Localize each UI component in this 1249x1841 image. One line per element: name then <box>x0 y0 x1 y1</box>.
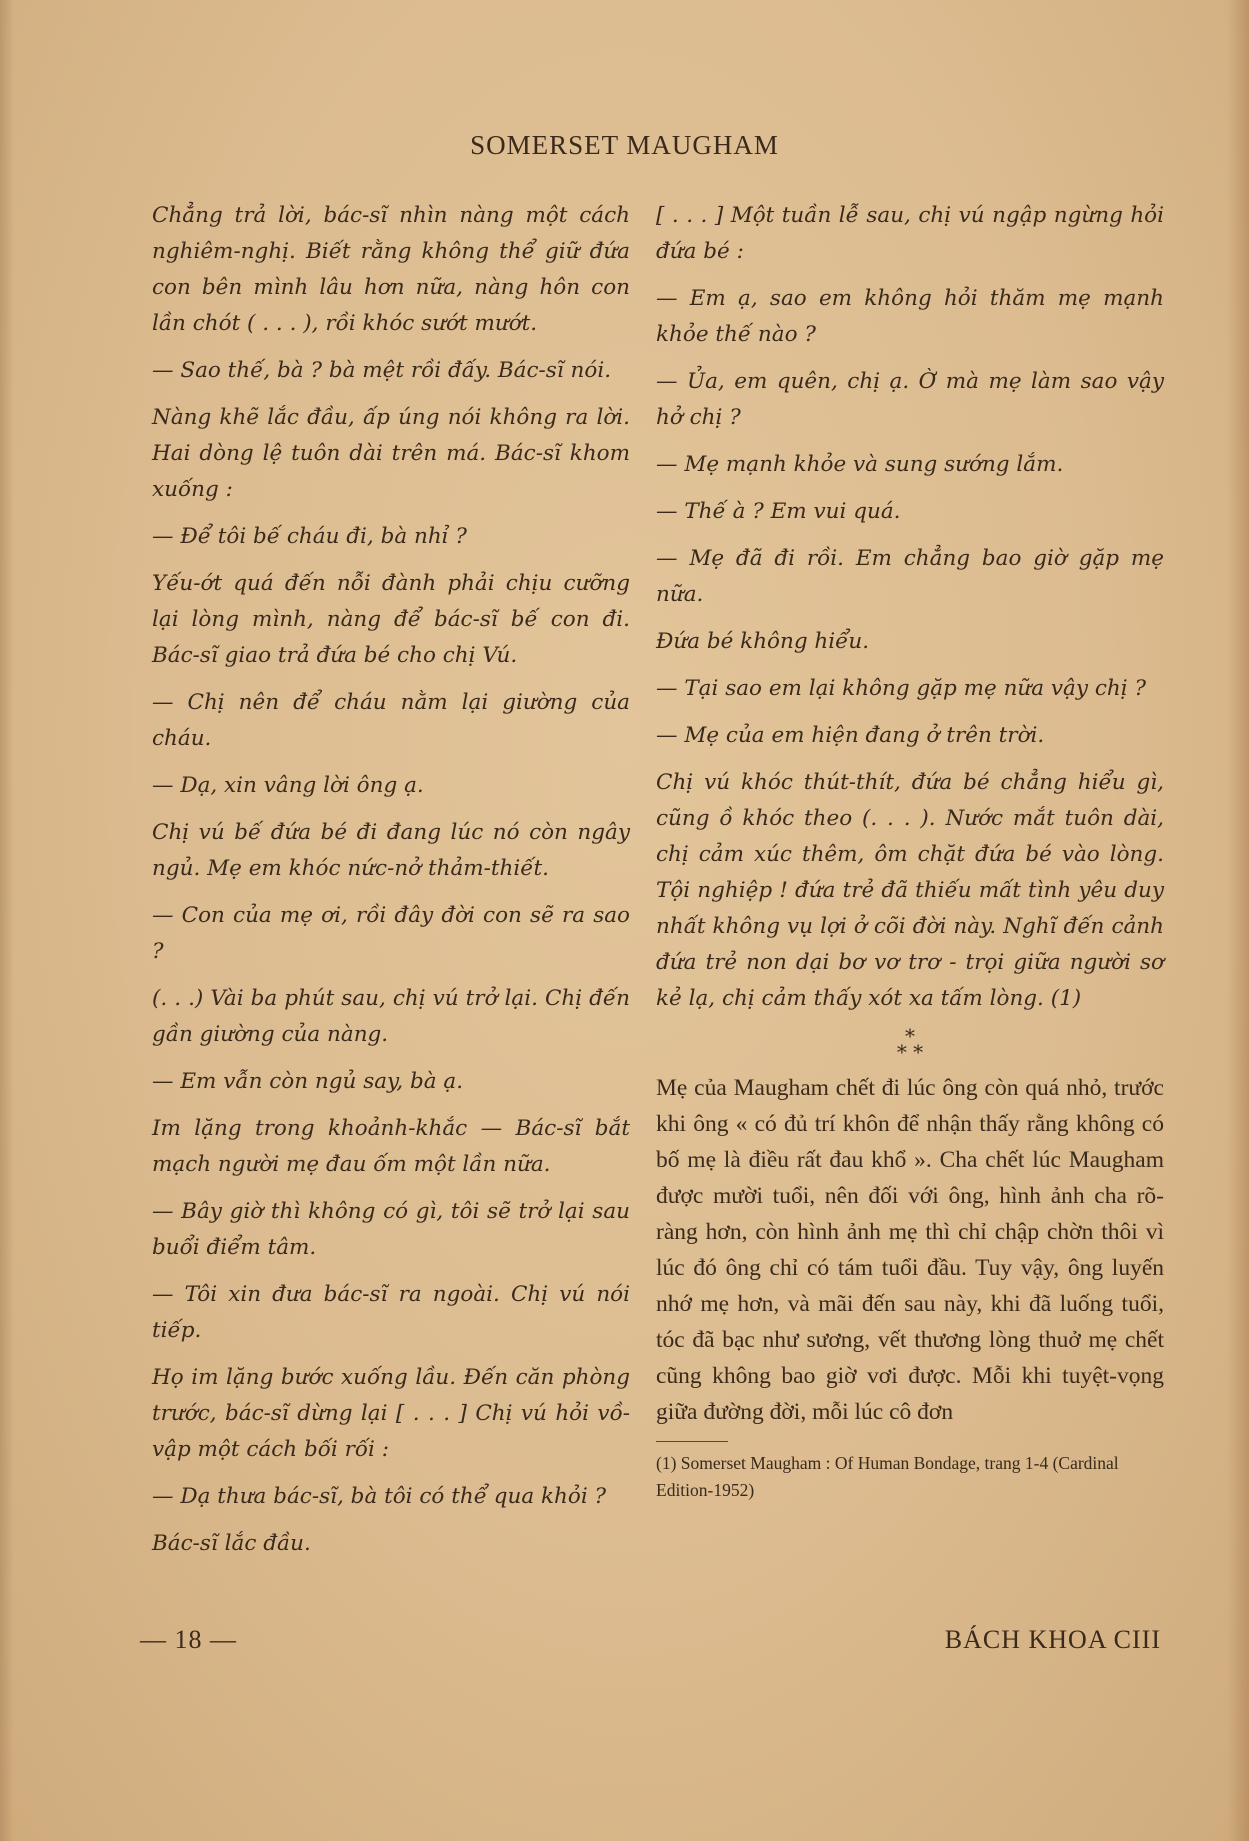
paragraph: (. . .) Vài ba phút sau, chị vú trở lại. Chị đến gần giường của nàng. <box>152 986 630 1047</box>
paragraph: — Tại sao em lại không gặp mẹ nữa vậy chị ? <box>656 676 1146 701</box>
paragraph: — Dạ, xin vâng lời ông ạ. <box>152 773 424 798</box>
footnote-divider <box>656 1441 728 1442</box>
paragraph: Đứa bé không hiểu. <box>656 629 870 654</box>
page-number: — 18 — <box>140 1625 237 1654</box>
paragraph: Chị vú khóc thút-thít, đứa bé chẳng hiểu gì, cũng ồ khóc theo (. . . ). Nước mắt tuôn dài, chị cảm xúc thêm, ôm chặt đứa bé vào lòng. Tội nghiệp ! đứa trẻ đã thiếu mất tình yêu duy nhất không vụ lợi ở cõi đời này. Nghĩ đến cảnh đứa trẻ non dại bơ vơ trơ - trọi giữa người sơ kẻ lạ, chị cảm thấy xót xa tấm lòng. (1) <box>656 770 1164 1011</box>
footnote: (1) Somerset Maugham : Of Human Bondage, trang 1-4 (Cardinal Edition-1952) <box>656 1453 1119 1500</box>
journal-issue: BÁCH KHOA CIII <box>944 1625 1161 1654</box>
paper-edge-left <box>0 0 14 1841</box>
paragraph: Họ im lặng bước xuống lầu. Đến căn phòng trước, bác-sĩ dừng lại [ . . . ] Chị vú hỏi vồ-vập một cách bối rối : <box>152 1365 630 1462</box>
paragraph: — Em ạ, sao em không hỏi thăm mẹ mạnh khỏe thế nào ? <box>656 286 1164 347</box>
paragraph: — Tôi xin đưa bác-sĩ ra ngoài. Chị vú nói tiếp. <box>152 1282 630 1343</box>
paragraph: Nàng khẽ lắc đầu, ấp úng nói không ra lời. Hai dòng lệ tuôn dài trên má. Bác-sĩ khom xuống : <box>152 405 630 502</box>
paragraph: — Chị nên để cháu nằm lại giường của cháu. <box>152 690 630 751</box>
paragraph: — Sao thế, bà ? bà mệt rồi đấy. Bác-sĩ nói. <box>152 358 612 383</box>
paragraph: — Bây giờ thì không có gì, tôi sẽ trở lại sau buổi điểm tâm. <box>152 1199 630 1260</box>
paragraph: — Thế à ? Em vui quá. <box>656 499 901 524</box>
paragraph: Im lặng trong khoảnh-khắc — Bác-sĩ bắt mạch người mẹ đau ốm một lần nữa. <box>152 1116 630 1177</box>
paper-edge-right <box>1227 0 1249 1841</box>
right-column <box>656 198 1164 1504</box>
paragraph: Chẳng trả lời, bác-sĩ nhìn nàng một cách nghiêm-nghị. Biết rằng không thể giữ đứa con bên mình lâu hơn nữa, nàng hôn con lần chót ( . . . ), rồi khóc sướt mướt. <box>152 203 630 336</box>
paragraph: — Mẹ mạnh khỏe và sung sướng lắm. <box>656 452 1064 477</box>
paragraph: — Dạ thưa bác-sĩ, bà tôi có thể qua khỏi ? <box>152 1484 607 1509</box>
paragraph: Bác-sĩ lắc đầu. <box>152 1531 311 1556</box>
paragraph: — Ủa, em quên, chị ạ. Ờ mà mẹ làm sao vậy hở chị ? <box>656 369 1164 430</box>
paragraph: Chị vú bế đứa bé đi đang lúc nó còn ngây ngủ. Mẹ em khóc nức-nở thảm-thiết. <box>152 820 630 881</box>
running-header: SOMERSET MAUGHAM <box>470 130 779 160</box>
paragraph: — Con của mẹ ơi, rồi đây đời con sẽ ra sao ? <box>152 903 630 964</box>
paragraph: — Để tôi bế cháu đi, bà nhỉ ? <box>152 524 467 549</box>
paragraph: — Mẹ của em hiện đang ở trên trời. <box>656 723 1045 748</box>
left-column <box>152 198 630 1573</box>
paragraph: — Em vẫn còn ngủ say, bà ạ. <box>152 1069 464 1094</box>
paragraph: — Mẹ đã đi rồi. Em chẳng bao giờ gặp mẹ nữa. <box>656 546 1164 607</box>
section-separator: * * * <box>896 1024 924 1064</box>
paragraph: [ . . . ] Một tuần lễ sau, chị vú ngập ngừng hỏi đứa bé : <box>656 203 1164 264</box>
paragraph: Yếu-ớt quá đến nỗi đành phải chịu cưỡng lại lòng mình, nàng để bác-sĩ bế con đi. Bác-sĩ giao trả đứa bé cho chị Vú. <box>152 571 630 668</box>
paragraph: Mẹ của Maugham chết đi lúc ông còn quá nhỏ, trước khi ông « có đủ trí khôn để nhận thấy rằng không có bố mẹ là điều rất đau khổ ». Cha chết lúc Maugham được mười tuổi, nên đối với ông, hình ảnh cha rõ-ràng hơn, còn hình ảnh mẹ thì chỉ chập chờn thôi vì lúc đó ông chỉ có tám tuổi đầu. Tuy vậy, ông luyến nhớ mẹ hơn, và mãi đến sau này, khi đã luống tuổi, tóc đã bạc như sương, vết thương lòng thuở mẹ chết cũng không bao giờ vơi được. Mỗi khi tuyệt-vọng giữa đường đời, mỗi lúc cô đơn <box>656 1075 1164 1425</box>
